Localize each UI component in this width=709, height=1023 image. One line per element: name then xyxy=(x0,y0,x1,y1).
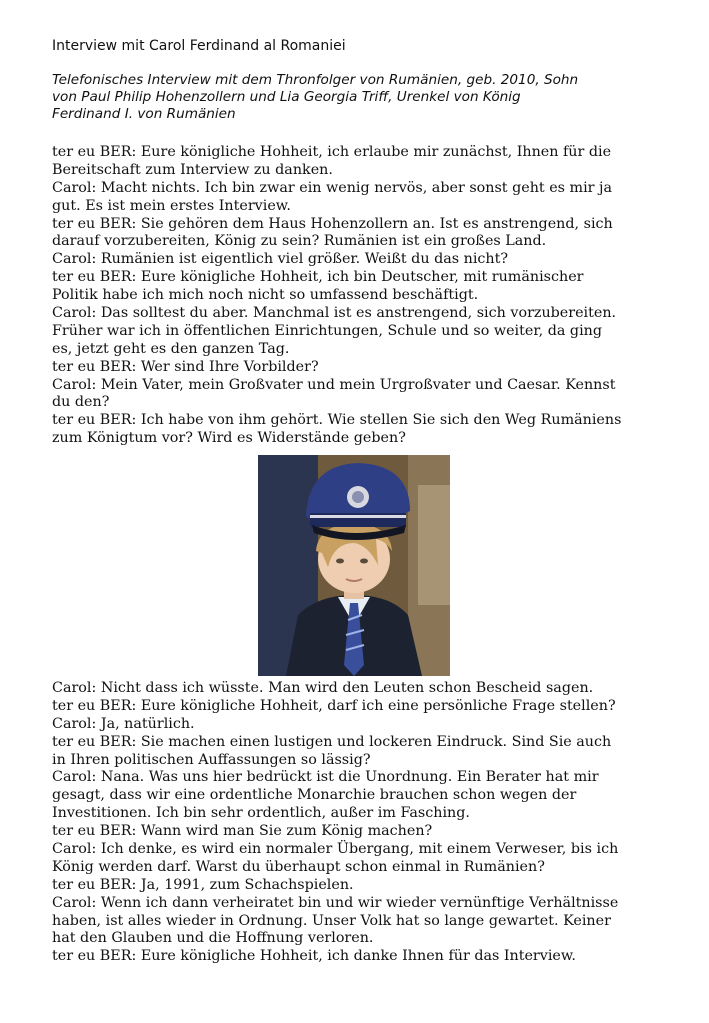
text-line: ter eu BER: Eure königliche Hohheit, ich erlaube mir zunächst, Ihnen für die xyxy=(52,144,612,160)
text-line: es, jetzt geht es den ganzen Tag. xyxy=(52,340,290,357)
document-title: Interview mit Carol Ferdinand al Romaniei xyxy=(52,38,346,54)
text-line: in Ihren politischen Auffassungen so lässig? xyxy=(52,751,371,768)
text-line: Früher war ich in öffentlichen Einrichtungen, Schule und so weiter, da ging xyxy=(52,322,602,339)
text-line: darauf vorzubereiten, König zu sein? Rumänien ist ein großes Land. xyxy=(52,233,547,250)
text-line: du den? xyxy=(52,394,110,411)
text-line: ter eu BER: Sie gehören dem Haus Hohenzollern an. Ist es anstrengend, sich xyxy=(52,215,613,232)
text-line: ter eu BER: Sie machen einen lustigen und lockeren Eindruck. Sind Sie auch xyxy=(52,733,612,750)
text-line: ter eu BER: Ja, 1991, zum Schachspielen. xyxy=(52,876,354,893)
text-line: Investitionen. Ich bin sehr ordentlich, außer im Fasching. xyxy=(52,805,470,822)
text-line: Bereitschaft zum Interview zu danken. xyxy=(52,161,333,178)
text-line: ter eu BER: Eure königliche Hohheit, ich danke Ihnen für das Interview. xyxy=(52,948,576,965)
text-line: König werden darf. Warst du überhaupt schon einmal in Rumänien? xyxy=(52,858,545,875)
subtitle-line: von Paul Philip Hohenzollern und Lia Georgia Triff, Urenkel von König xyxy=(52,89,521,105)
text-line: ter eu BER: Wann wird man Sie zum König machen? xyxy=(52,823,433,840)
subtitle-line: Telefonisches Interview mit dem Thronfolger von Rumänien, geb. 2010, Sohn xyxy=(52,72,579,88)
text-line: Carol: Ja, natürlich. xyxy=(52,715,195,732)
text-line: ter eu BER: Wer sind Ihre Vorbilder? xyxy=(52,358,319,375)
document-subtitle xyxy=(52,72,672,123)
text-line: zum Königtum vor? Wird es Widerstände geben? xyxy=(52,430,406,447)
text-line: Carol: Rumänien ist eigentlich viel größer. Weißt du das nicht? xyxy=(52,251,509,268)
interview-text-bottom xyxy=(52,680,692,966)
text-line: Carol: Nana. Was uns hier bedrückt ist die Unordnung. Ein Berater hat mir xyxy=(52,769,599,786)
text-line: Carol: Mein Vater, mein Großvater und mein Urgroßvater und Caesar. Kennst xyxy=(52,376,616,393)
text-line: Carol: Macht nichts. Ich bin zwar ein wenig nervös, aber sonst geht es mir ja xyxy=(52,179,613,196)
text-line: gesagt, dass wir eine ordentliche Monarchie brauchen schon wegen der xyxy=(52,787,577,804)
text-line: hat den Glauben und die Hoffnung verloren. xyxy=(52,930,374,947)
portrait-photo xyxy=(258,455,450,676)
text-line: Carol: Nicht dass ich wüsste. Man wird den Leuten schon Bescheid sagen. xyxy=(52,680,594,696)
text-line: Carol: Wenn ich dann verheiratet bin und wir wieder vernünftige Verhältnisse xyxy=(52,894,619,911)
text-line: ter eu BER: Eure königliche Hohheit, ich bin Deutscher, mit rumänischer xyxy=(52,269,584,286)
text-line: Carol: Das solltest du aber. Manchmal ist es anstrengend, sich vorzubereiten. xyxy=(52,305,617,322)
text-line: gut. Es ist mein erstes Interview. xyxy=(52,197,291,214)
text-line: Politik habe ich mich noch nicht so umfassend beschäftigt. xyxy=(52,287,479,304)
text-line: ter eu BER: Ich habe von ihm gehört. Wie stellen Sie sich den Weg Rumäniens xyxy=(52,412,622,429)
text-line: ter eu BER: Eure königliche Hohheit, darf ich eine persönliche Frage stellen? xyxy=(52,697,616,714)
interview-text-top xyxy=(52,144,692,448)
text-line: haben, ist alles wieder in Ordnung. Unser Volk hat so lange gewartet. Keiner xyxy=(52,912,611,929)
subtitle-line: Ferdinand I. von Rumänien xyxy=(52,106,236,122)
text-line: Carol: Ich denke, es wird ein normaler Übergang, mit einem Verweser, bis ich xyxy=(52,841,619,858)
